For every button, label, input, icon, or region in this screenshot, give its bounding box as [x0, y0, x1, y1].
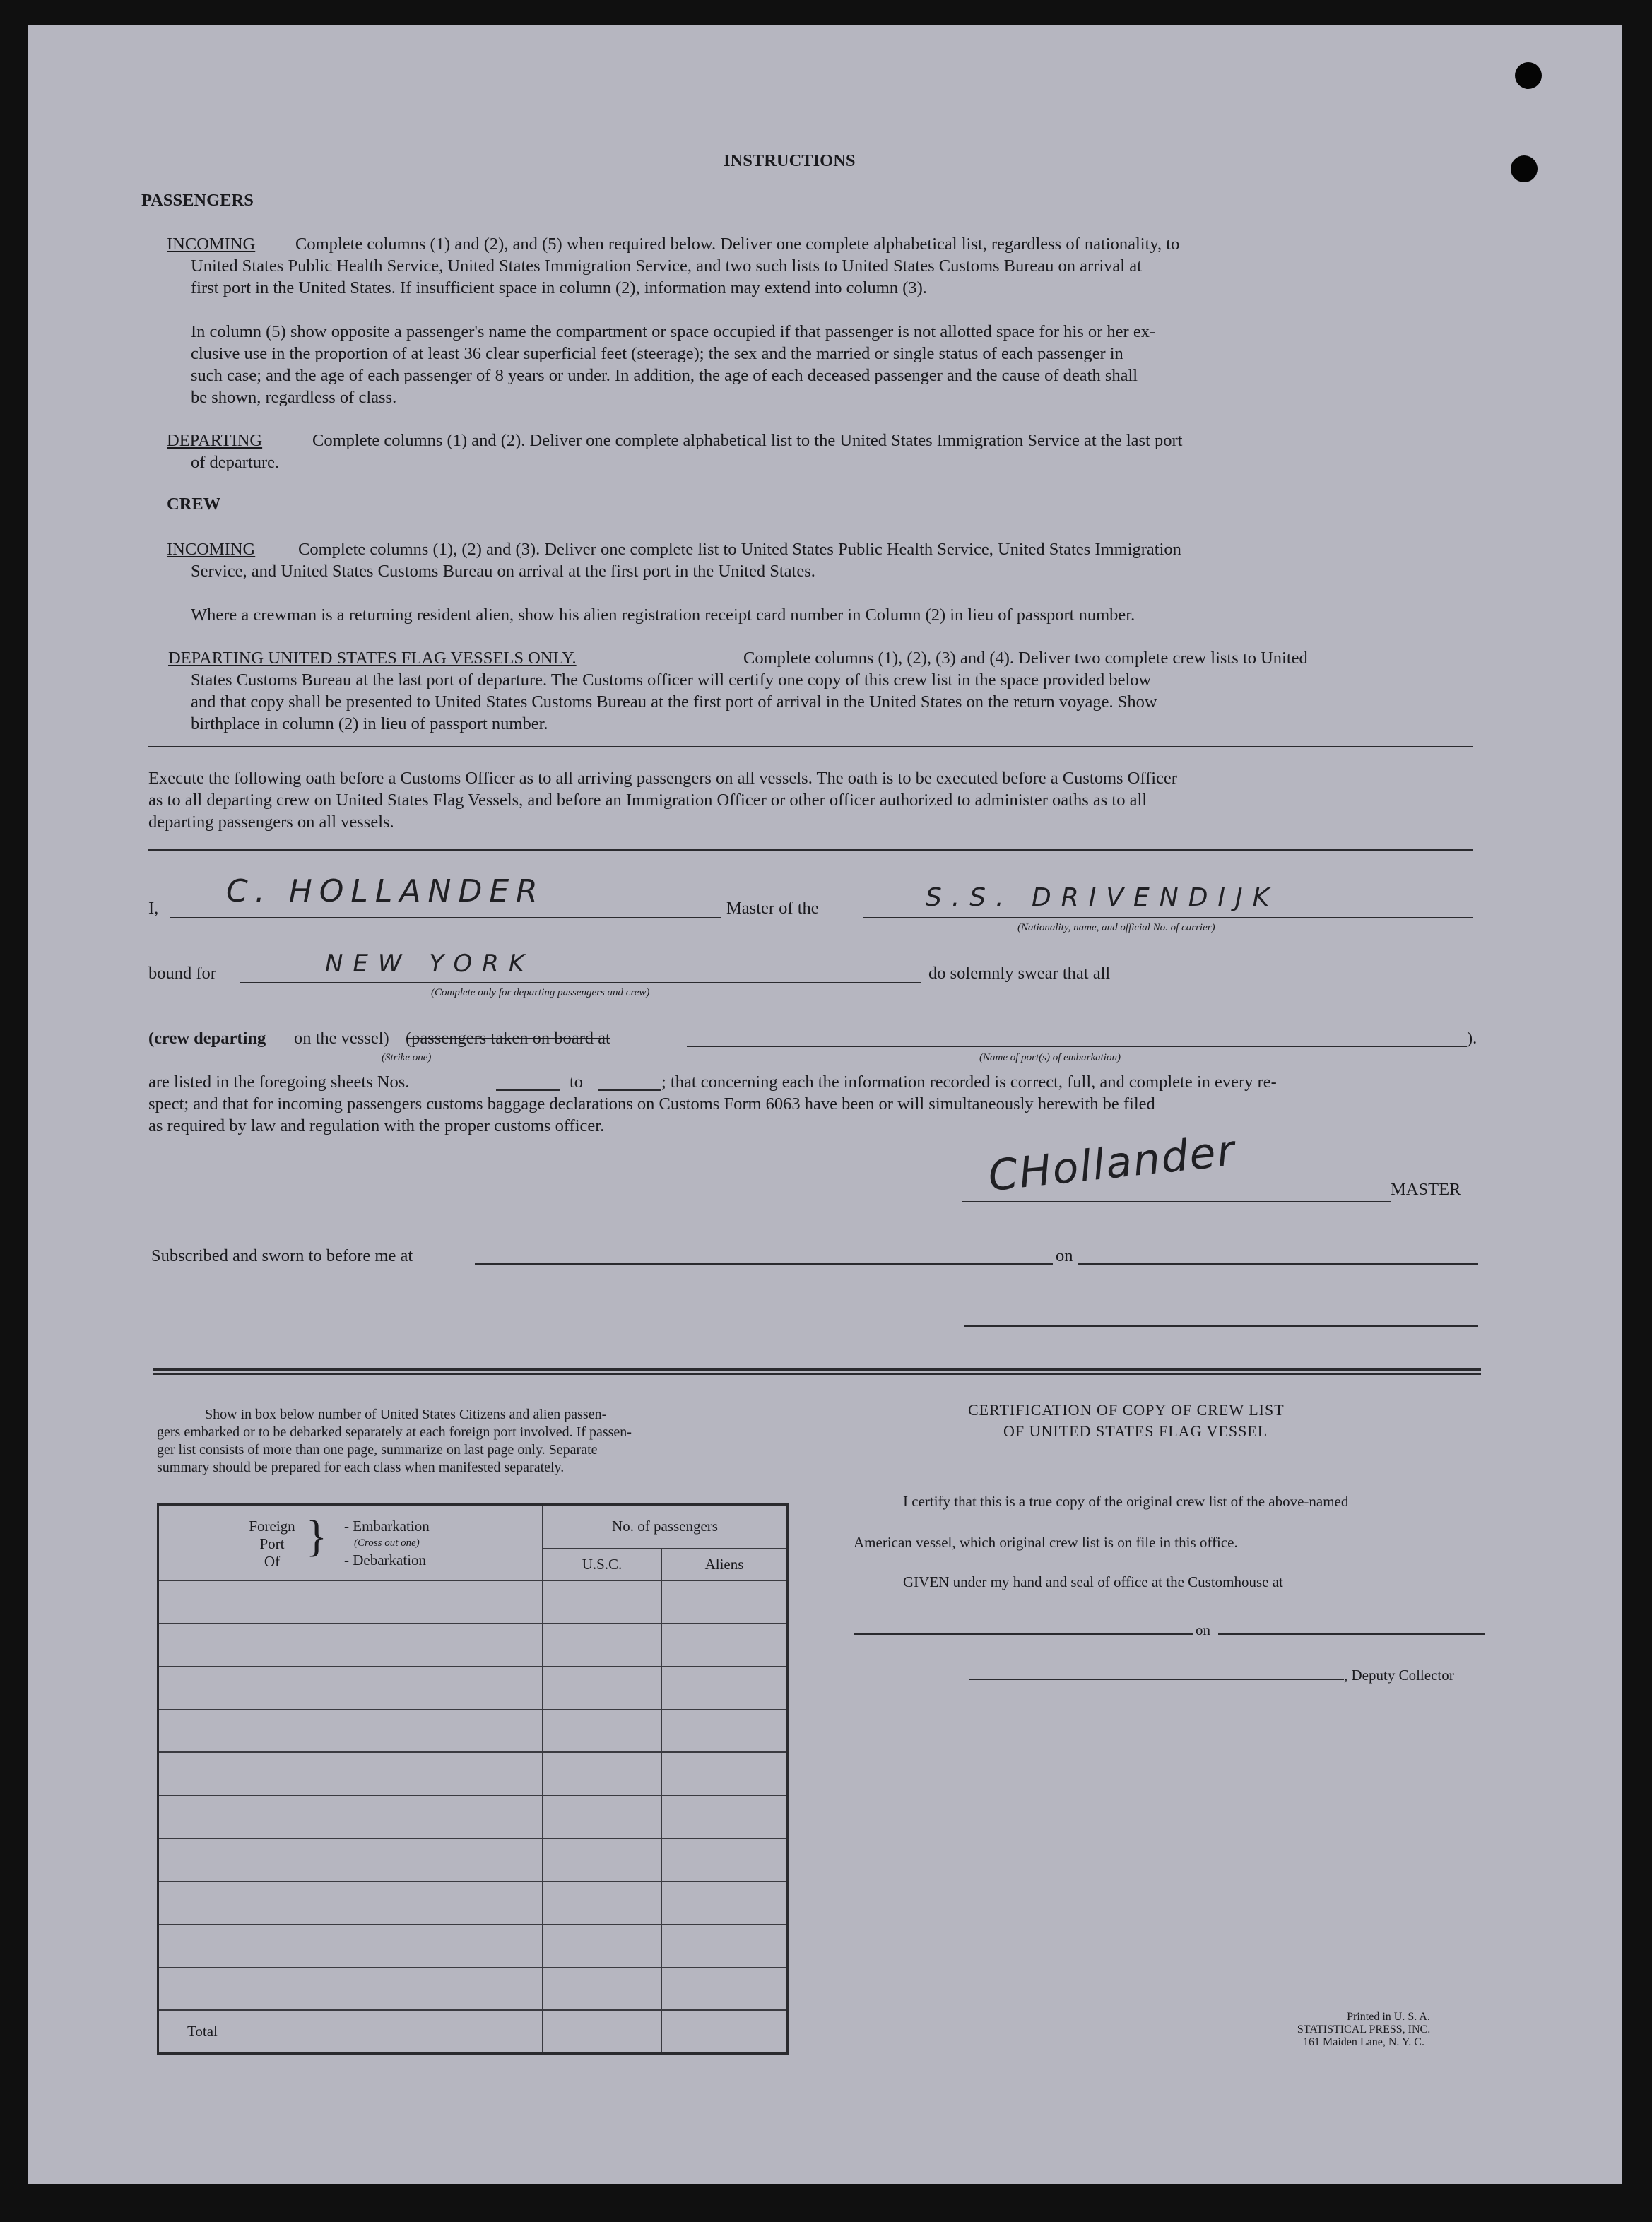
certification-line: I certify that this is a true copy of the original crew list of the above-named — [903, 1493, 1349, 1510]
summary-instruction-line: Show in box below number of United States Citizens and alien passen- — [205, 1407, 607, 1422]
passengers-title: PASSENGERS — [141, 191, 254, 210]
printer-line: STATISTICAL PRESS, INC. — [1297, 2023, 1431, 2035]
instruction-line: Complete columns (1) and (2). Deliver one complete alphabetical list to the United States Immigration Service at the last port — [312, 431, 1183, 450]
aliens-cell[interactable] — [661, 1667, 788, 1710]
aliens-cell[interactable] — [661, 1580, 788, 1624]
aliens-total-cell[interactable] — [661, 2010, 788, 2053]
printer-line: Printed in U. S. A. — [1347, 2011, 1430, 2023]
aliens-header: Aliens — [661, 1549, 788, 1580]
port-cell[interactable] — [158, 1710, 543, 1753]
passengers-departing-label: DEPARTING — [167, 431, 263, 450]
bound-for-caption: (Complete only for departing passengers and crew) — [431, 987, 650, 998]
port-cell[interactable] — [158, 1624, 543, 1667]
master-signature-field[interactable] — [962, 1201, 1391, 1202]
crew-title: CREW — [167, 495, 221, 514]
oath-line: are listed in the foregoing sheets Nos. — [148, 1072, 410, 1092]
instruction-line: such case; and the age of each passenger of 8 years or under. In addition, the age of each deceased passenger and the cause of death shall — [191, 366, 1138, 385]
instruction-line: of departure. — [191, 453, 280, 472]
port-cell[interactable] — [158, 1968, 543, 2011]
header-foreign: Foreign — [249, 1517, 295, 1535]
summary-instruction-line: ger list consists of more than one page, summarize on last page only. Separate — [157, 1442, 598, 1458]
vessel-caption: (Nationality, name, and official No. of carrier) — [1017, 922, 1215, 933]
instruction-line: Complete columns (1), (2), (3) and (4). Deliver two complete crew lists to United — [743, 649, 1308, 668]
master-of-label: Master of the — [726, 899, 819, 918]
usc-cell[interactable] — [543, 1968, 661, 2011]
port-cell[interactable] — [158, 1580, 543, 1624]
on-vessel-text: on the vessel) — [294, 1029, 389, 1048]
aliens-cell[interactable] — [661, 1925, 788, 1968]
instruction-line: clusive use in the proportion of at least 36 clear superficial feet (steerage); the sex and the married or single status of each passenger in — [191, 344, 1123, 363]
master-label: MASTER — [1391, 1180, 1461, 1199]
aliens-cell[interactable] — [661, 1710, 788, 1753]
port-cell[interactable] — [158, 1667, 543, 1710]
passengers-taken-option: (passengers taken on board at — [406, 1029, 610, 1048]
subscribed-on-label: on — [1056, 1246, 1073, 1265]
oath-instruction-line: departing passengers on all vessels. — [148, 812, 394, 832]
debarkation-option: - Debarkation — [344, 1551, 427, 1568]
certification-title: CERTIFICATION OF COPY OF CREW LIST — [968, 1401, 1285, 1419]
swear-label: do solemnly swear that all — [928, 964, 1111, 983]
port-cell[interactable] — [158, 1925, 543, 1968]
bound-for-label: bound for — [148, 964, 216, 983]
aliens-cell[interactable] — [661, 1624, 788, 1667]
instruction-line: United States Public Health Service, United States Immigration Service, and two such lists to United States Customs Bureau on arrival at — [191, 256, 1142, 276]
certification-line: American vessel, which original crew list is on file in this office. — [854, 1534, 1238, 1551]
subscribed-place-field[interactable] — [475, 1263, 1053, 1265]
aliens-cell[interactable] — [661, 1968, 788, 2011]
oath-instruction-line: Execute the following oath before a Customs Officer as to all arriving passengers on all vessels. The oath is to be executed before a Customs Officer — [148, 769, 1177, 788]
divider — [148, 746, 1473, 747]
divider — [148, 849, 1473, 851]
usc-total-cell[interactable] — [543, 2010, 661, 2053]
oath-instruction-line: as to all departing crew on United States Flag Vessels, and before an Immigration Officer or other officer authorized to administer oaths as to all — [148, 791, 1147, 810]
usc-header: U.S.C. — [543, 1549, 661, 1580]
summary-instruction-line: summary should be prepared for each class when manifested separately. — [157, 1460, 565, 1475]
usc-cell[interactable] — [543, 1667, 661, 1710]
port-cell[interactable] — [158, 1838, 543, 1881]
crew-departing-option: (crew departing — [148, 1029, 266, 1048]
ports-caption: (Name of port(s) of embarkation) — [979, 1052, 1121, 1063]
oath-line: ; that concerning each the information recorded is correct, full, and complete in every re- — [661, 1072, 1277, 1092]
header-port: Port — [259, 1535, 285, 1552]
aliens-cell[interactable] — [661, 1881, 788, 1925]
strike-caption: (Strike one) — [382, 1052, 432, 1063]
port-cell[interactable] — [158, 1881, 543, 1925]
bound-for-handwritten: NEW YORK — [325, 950, 535, 978]
aliens-cell[interactable] — [661, 1795, 788, 1838]
oath-i-label: I, — [148, 899, 159, 918]
certification-line: GIVEN under my hand and seal of office at the Customhouse at — [903, 1573, 1283, 1590]
certification-on-label: on — [1196, 1621, 1210, 1638]
header-of: Of — [264, 1552, 281, 1570]
punch-hole — [1515, 62, 1542, 89]
passengers-incoming-label: INCOMING — [167, 235, 256, 254]
no-passengers-header: No. of passengers — [543, 1505, 788, 1549]
passenger-summary-table — [157, 1503, 789, 2055]
certification-date-field[interactable] — [1218, 1633, 1485, 1635]
instruction-line: first port in the United States. If insufficient space in column (2), information may extend into column (3). — [191, 278, 927, 297]
port-cell[interactable] — [158, 1795, 543, 1838]
instruction-line: birthplace in column (2) in lieu of passport number. — [191, 714, 548, 733]
usc-cell[interactable] — [543, 1710, 661, 1753]
punch-hole — [1511, 155, 1538, 182]
oath-line: as required by law and regulation with the proper customs officer. — [148, 1116, 605, 1135]
officer-signature-field[interactable] — [964, 1325, 1478, 1327]
total-label: Total — [158, 2010, 543, 2053]
port-cell[interactable] — [158, 1752, 543, 1795]
closing-paren: ). — [1467, 1029, 1477, 1048]
embarkation-option: - Embarkation — [344, 1517, 430, 1535]
printer-line: 161 Maiden Lane, N. Y. C. — [1303, 2036, 1424, 2048]
usc-cell[interactable] — [543, 1752, 661, 1795]
instruction-line: States Customs Bureau at the last port of departure. The Customs officer will certify one copy of this crew list in the space provided below — [191, 670, 1152, 690]
usc-cell[interactable] — [543, 1624, 661, 1667]
summary-instruction-line: gers embarked or to be debarked separately at each foreign port involved. If passen- — [157, 1424, 632, 1440]
instruction-line: Complete columns (1) and (2), and (5) when required below. Deliver one complete alphabetical list, regardless of nationality, to — [295, 235, 1180, 254]
aliens-cell[interactable] — [661, 1838, 788, 1881]
master-name-handwritten: C. HOLLANDER — [226, 873, 545, 909]
sheet-from-field[interactable] — [496, 1089, 560, 1091]
brace: } — [306, 1512, 327, 1561]
vessel-handwritten: S.S. DRIVENDIJK — [926, 883, 1280, 912]
usc-cell[interactable] — [543, 1838, 661, 1881]
deputy-collector-signature-field[interactable] — [969, 1679, 1344, 1680]
crew-incoming-label: INCOMING — [167, 540, 256, 559]
instruction-line: and that copy shall be presented to United States Customs Bureau at the first port of arrival in the United States on the return voyage. Show — [191, 692, 1157, 711]
instruction-line: In column (5) show opposite a passenger's name the compartment or space occupied if that passenger is not allotted space for his or her ex- — [191, 322, 1156, 341]
subscribed-label: Subscribed and sworn to before me at — [151, 1246, 413, 1265]
cross-out-caption: (Cross out one) — [354, 1537, 420, 1549]
page-title: INSTRUCTIONS — [724, 151, 856, 170]
oath-line: spect; and that for incoming passengers customs baggage declarations on Customs Form 6063 have been or will simultaneously herewith be filed — [148, 1094, 1155, 1113]
sheet-to-field[interactable] — [598, 1089, 661, 1091]
master-name-field[interactable] — [170, 917, 721, 918]
divider — [153, 1368, 1481, 1371]
crew-departing-label: DEPARTING UNITED STATES FLAG VESSELS ONLY. — [168, 649, 577, 668]
usc-cell[interactable] — [543, 1925, 661, 1968]
instruction-line: Complete columns (1), (2) and (3). Deliver one complete list to United States Public Health Service, United States Immigration — [298, 540, 1181, 559]
instruction-line: be shown, regardless of class. — [191, 388, 397, 407]
aliens-cell[interactable] — [661, 1752, 788, 1795]
customhouse-field[interactable] — [854, 1633, 1193, 1635]
usc-cell[interactable] — [543, 1580, 661, 1624]
instruction-line: Service, and United States Customs Bureau on arrival at the first port in the United States. — [191, 562, 815, 581]
divider — [153, 1373, 1481, 1375]
master-signature: CHollander — [986, 1125, 1239, 1202]
oath-line: to — [570, 1072, 584, 1092]
certification-subtitle: OF UNITED STATES FLAG VESSEL — [1003, 1422, 1268, 1440]
instruction-line: Where a crewman is a returning resident alien, show his alien registration receipt card number in Column (2) in lieu of passport number. — [191, 605, 1135, 625]
subscribed-date-field[interactable] — [1078, 1263, 1478, 1265]
usc-cell[interactable] — [543, 1795, 661, 1838]
deputy-collector-label: , Deputy Collector — [1344, 1667, 1454, 1684]
foreign-port-header — [158, 1505, 543, 1581]
usc-cell[interactable] — [543, 1881, 661, 1925]
